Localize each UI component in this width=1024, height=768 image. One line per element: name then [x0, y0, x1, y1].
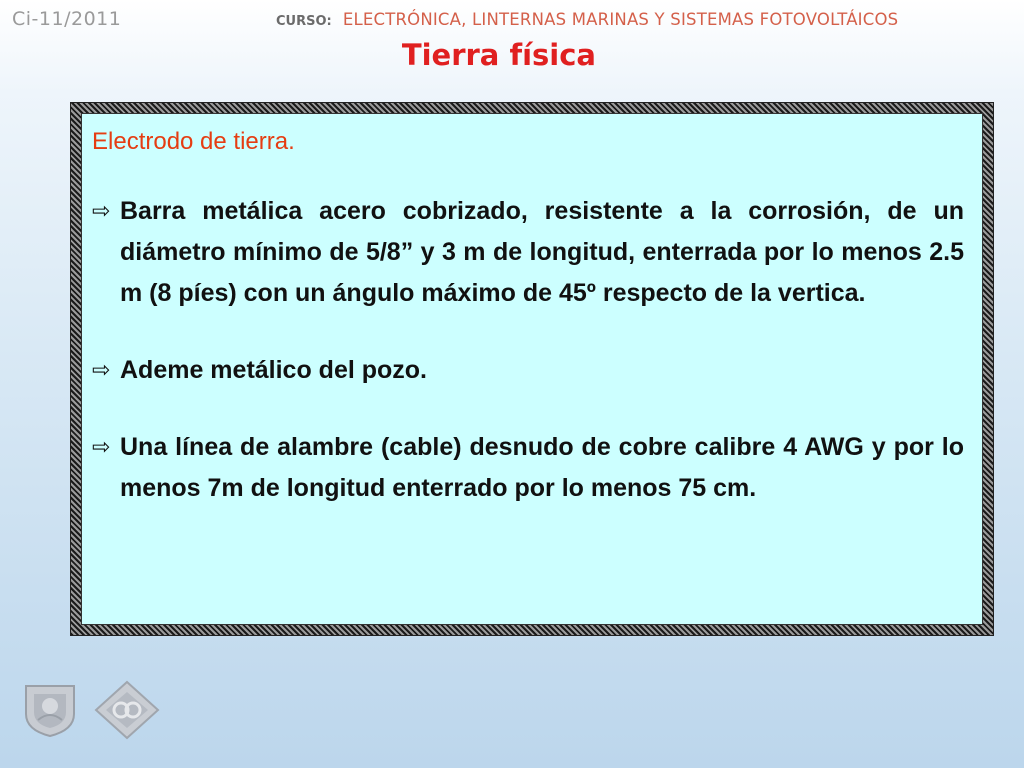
- bullet-text: Una línea de alambre (cable) desnudo de cobre calibre 4 AWG y por lo menos 7m de longitud enterrado por lo menos 75 cm.: [120, 432, 964, 502]
- content-heading: Electrodo de tierra.: [92, 128, 295, 155]
- hollow-right-arrow-icon: ⇨: [92, 197, 111, 223]
- institute-emblem-icon: [94, 680, 160, 740]
- course-name: ELECTRÓNICA, LINTERNAS MARINAS Y SISTEMAS FOTOVOLTÁICOS: [342, 10, 899, 29]
- bullet-text: Ademe metálico del pozo.: [120, 355, 428, 384]
- slide-title-container: [0, 38, 956, 72]
- content-frame: [70, 102, 994, 636]
- bullet-item: [92, 427, 964, 509]
- bullet-item: [92, 191, 964, 314]
- bullet-item: [92, 350, 964, 391]
- hollow-right-arrow-icon: ⇨: [92, 356, 111, 382]
- slide-title: Tierra física: [401, 38, 596, 72]
- hollow-right-arrow-icon: ⇨: [92, 433, 111, 459]
- slide-code: Ci-11/2011: [12, 8, 122, 30]
- university-crest-icon: [22, 680, 78, 738]
- course-prefix: CURSO:: [276, 14, 332, 29]
- bullet-text: Barra metálica acero cobrizado, resistente a la corrosión, de un diámetro mínimo de 5/8” y 3 m de longitud, enterrada por lo menos 2.5 m (8 píes) con un ángulo máximo de 45º respecto de la vertica.: [120, 196, 964, 307]
- course-header: [276, 10, 1016, 29]
- content-box: [81, 113, 983, 625]
